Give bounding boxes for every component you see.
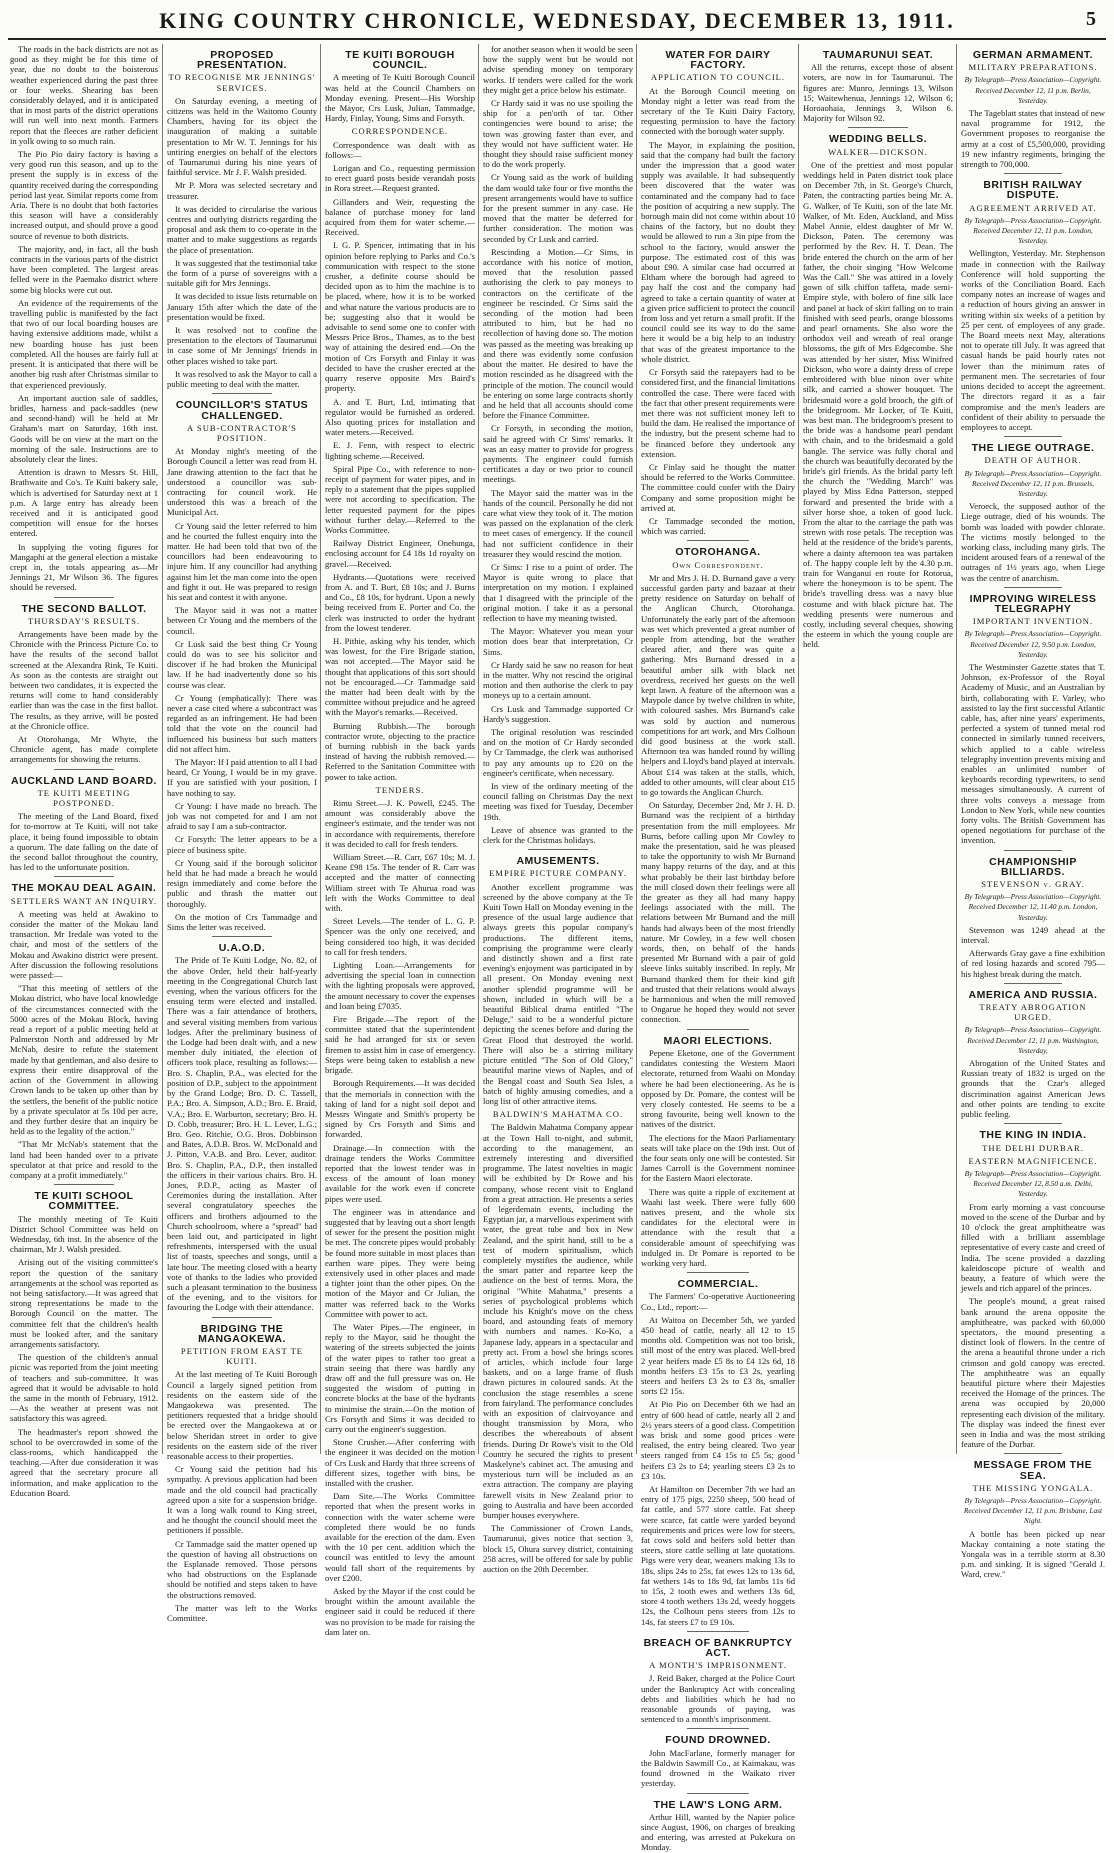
article-paragraph: Dam Site.—The Works Committee reported that when the present works in connection with the water scheme were completed there would be no funds available for the erection of the dam. Even with the 10 per cent. addition which the council was entitled to levy the amount would fall short of the requirements by over £200.	[325, 1491, 475, 1583]
article-paragraph: Burning Rubbish.—The borough contractor wrote, objecting to the practice of burning rubbish in the back yards instead of having the rubbish removed.—Referred to the Sanitation Committee with power to take action.	[325, 720, 475, 782]
article-paragraph: The Mayor: Whatever you mean your motion does bear that interpretation, Cr Sims.	[483, 626, 633, 657]
article-paragraph: The Westminster Gazette states that T. Johnson, ex-Professor of the Royal Academy of Music, and an Australian by birth, collaborating with F. Varley, who assisted to lay the first successful Atlantic cable, has, after nine years' experiments, perfected a system of tunned metal rod connected in similarly tunned receivers, which applied to a cable wireless telegraphy invention prevents mixing and enables an unlimited number of keyboards recording typewriters, to send messages simultaneously. A current of three volts conveys a message from London to New York, while new counties forty volts. The British Government has opened negotiations for purchase of the invention.	[961, 661, 1105, 846]
article-headline: CHAMPIONSHIP BILLIARDS.	[989, 855, 1077, 878]
article-paragraph: William Street.—R. Carr, £67 10s; M. J. Keane £98 15s. The tender of R. Carr was accepted and the matter of connecting William street with Te Ahurua road was left with the Works Committee to deal with.	[325, 852, 475, 914]
article-paragraph: On Saturday evening, a meeting of citizens was held in the Waitomo County Chambers, having for its object the inauguration of making a suitable presentation to Mr W. T. Jennings for his untiring energies on behalf of the electors of Taumarunui during his nine years of faithful service. Mr J. F. Walsh presided.	[167, 95, 317, 178]
article-subheading: THURSDAY'S RESULTS.	[27, 615, 141, 626]
article-paragraph: The majority, and, in fact, all the bush contracts in the various parts of the district have been completed. The largest areas felled were in the Paemako district where some big blocks were cut out.	[10, 243, 158, 295]
article-paragraph: The Pride of Te Kuiti Lodge, No. 82, of the above Order, held their half-yearly meeting in the Congregational Church last evening, when the various officers for the ensuing term were elected and installed. There was a fair attendance of brothers, and several visiting members from various lodges. After the preliminary business of the Lodge had been dealt with, and a new member duly initiated, the election of officers took place, resulting as follows:—Bro. S. Chaplin, P.A., was elected for the position of D.P., subject to the appointment by the Grand Lodge; Bro. D. C. Tassell, P.A.; Bro. A. Simpson, A.D.; Bro. E. Braid, V.A.; Bro. E. Warburton, secretary; Bro. H. D. Cobb, treasurer; Bro. H. L. Lever, L.G.; Bro. Geo. Ritchie, O.G. Bros. Dobbinson and Bates, A.D.B. Bros. W. McDonald and J. Pitton, V.A.B. and Bro. Lever, auditor. Bro. S. Chaplin, P.A., D.P., then installed the officers in their various chairs. Bro. H. Jones, P.D.P., acting as Master of Ceremonies during the installation. After several congratulatory speeches the officers and brothers adjourned to the Church schoolroom, where a "spread" had been laid out, and participated in light refreshments, interspersed with the usual list of toasts, speeches and songs, until a late hour. The meeting closed with a hearty vote of thanks to the ladies who provided such a pleasant termination to the business of the evening, and to the visitors for favouring the Lodge with their attendance.	[167, 955, 317, 1313]
article-paragraph: Cr Forsyth: The letter appears to be a piece of business spite.	[167, 834, 317, 855]
article-paragraph: "That this meeting of settlers of the Mokau district, who have local knowledge of the circumstances connected with the 5000 acres of the Mokau Block, having read a report of a public meeting held at Palmerston North and addressed by Mr McNab, desire to refute the statement made by that gentleman, and also desire to express their entire disapproval of the action of the Government in allowing Crown lands to be taken up other than by the settlers, the benefit of the public notice by a private speculator at 5s 10d per acre, and they further desire that an inquiry be held as to the legality of the action."	[10, 983, 158, 1137]
article-headline: MAORI ELECTIONS.	[663, 1034, 773, 1047]
headline-rule	[1004, 850, 1062, 851]
column-6	[798, 44, 957, 1454]
article-headline: AMUSEMENTS.	[516, 855, 600, 868]
article-subheading: SETTLERS WANT AN INQUIRY.	[10, 895, 158, 906]
article-subheading: IMPORTANT INVENTION.	[972, 616, 1094, 627]
article-paragraph: Drainage.—In connection with the drainage tenders the Works Committee reported that the lowest tender was in excess of the amount of loan money available for the work even if concrete pipes were used.	[325, 1142, 475, 1204]
article-headline: WATER FOR DAIRY FACTORY.	[665, 49, 771, 72]
telegraph-dateline: By Telegraph—Press Association—Copyright. Received December 12, 11.40 p.m. London, Yesterday.	[964, 892, 1102, 922]
column-5	[636, 44, 799, 1853]
article-paragraph: Afterwards Gray gave a fine exhibition of red losing hazards and scored 795—his highest break during the match.	[961, 948, 1105, 979]
article-paragraph: Gillanders and Weir, requesting the balance of purchase money for land acquired from them for water scheme.—Received.	[325, 196, 475, 238]
article-paragraph: A meeting of Te Kuiti Borough Council was held at the Council Chambers on Monday evening. Present—His Worship the Mayor, Crs Lusk, Julian, Tammadge, Hardy, Finlay, Young, Sims and Forsyth.	[325, 72, 475, 124]
article-paragraph: H. Pithie, asking why his tender, which was lowest, for the Fire Brigade station, was not accepted.—The Mayor said he thought that applications of this sort should not be encouraged.—Cr Tammadge said the matter had been dealt with by the committee without prejudice and he agreed with the Mayor's remarks.—Received.	[325, 635, 475, 718]
article-paragraph: Street Levels.—The tender of L. G. P. Spencer was the only one received, and being considered too high, it was decided to call for fresh tenders.	[325, 916, 475, 957]
article-headline: AMERICA AND RUSSIA.	[968, 988, 1098, 1001]
article-paragraph: Cr Sims: I rise to a point of order. The Mayor is quite wrong to place that interpretation on my motion. I explained that I disagreed with the principle of the original motion. I take it as a personal reflection to have my meaning twisted.	[483, 561, 633, 623]
article-paragraph: Cr Lusk said the best thing Cr Young could do was to see his solicitor and discover if he had broken the Municipal law. If he had inadvertently done so his course was clear.	[167, 638, 317, 690]
article-paragraph: The Mayor said the matter was in the hands of the council. Personally he did not care what view they took of it. The motion was passed on the explanation of the clerk to meet cases of emergency. If the council had not sufficient confidence in their treasurer they would rescind the motion.	[483, 487, 633, 559]
article-headline: COMMERCIAL.	[677, 1278, 759, 1291]
article-paragraph: On Saturday, December 2nd, Mr J. H. D. Burnand was the recipient of a birthday presentation from the mill employees. Mr Burns, before calling upon Mr Cowley to make the presentation, said he was pleased to take the opportunity to wish Mr Burnand many happy returns of the day, and at this what probably be their last birthday before the mill closed down their feelings were all the greater as they all had many happy feelings associated with the mill. The relations between Mr Burnand and the mill hands had always been of the most friendly nature. Mr Cowley, in a few well chosen words, then, on behalf of the hands presented Mr Burnand with a pair of gold sleeve links suitably inscribed. In reply, Mr Burnand thanked them for their kind gift and trusted that their relations would always be harmonious and when the mill removed to Ongarue he hoped they would not sever connection.	[641, 800, 795, 1025]
article-paragraph: Spiral Pipe Co., with reference to non-receipt of payment for water pipes, and in reply to a statement that the pipes supplied were not according to specification. The letter requested payment for the pipes without further delay.—Referred to the Works Committee.	[325, 463, 475, 535]
article-paragraph: Hydrants.—Quotations were received from A. and T. Burt, £8 10s; and J. Burns and Co., £8 10s, for hydrant. Upon a newly being received from E. Porter and Co. the clerk was instructed to order the hydrant from the lowest tenderer.	[325, 571, 475, 633]
article-paragraph: Borough Requirements.—It was decided that the memorials in connection with the taking of land for a night soil depot and Messrs Wingate and Smith's property be signed by Crs Forsyth and Sims and forwarded.	[325, 1078, 475, 1140]
headline-rule	[1004, 587, 1062, 588]
article-paragraph: It was suggested that the testimonial take the form of a purse of sovereigns with a suitable gift for Mrs Jennings.	[167, 257, 317, 289]
article-paragraph: Rescinding a Motion.—Cr Sims, in accordance with his notice of motion, moved that the resolution passed authorising the clerk to pay moneys to contractors on the certificate of the engineer be rescinded. Cr Sims said the seconding of the motion had been attributed to him, but he had no recollection of having done so. The motion was passed as the meeting was breaking up and there was evidently some confusion about the matter. He desired to have the motion rescinded as he disagreed with the principle of the motion. The council would be entering on some large contracts shortly and he held that all accounts should come before the Finance Committee.	[483, 246, 633, 421]
article-subheading: TO RECOGNISE MR JENNINGS' SERVICES.	[168, 72, 316, 93]
headline-rule	[212, 1317, 272, 1318]
article-paragraph: Lorigan and Co., requesting permission to erect guard posts beside verandah posts in Rora street.—Request granted.	[325, 163, 475, 194]
article-paragraph: Arising out of the visiting committee's report the question of the sanitary arrangements at the school was reported as not being satisfactory.—It was agreed that strong representations be made to the Borough Council on the matter. The committee felt that the children's health must be looked after, and the sanitary arrangements satisfactory.	[10, 1257, 158, 1349]
headline-rule	[687, 1029, 749, 1030]
article-paragraph: Cr Young said the petition had his sympathy. A previous application had been made and the old council had practically agreed upon a site for a suspension bridge. It was a long walk round to King street, and he thought the council should meet the petitioners if possible.	[167, 1464, 317, 1536]
article-subheading: TE KUITI MEETING POSTPONED.	[37, 787, 131, 809]
article-paragraph: The Baldwin Mahatma Company appear at the Town Hall to-night, and submit, according to the management, an extremely interesting and diversified programme. The latest novelties in magic will be exhibited by Dr Rowe and his company, whose recent visit to England from a great attraction. He presents a series of legerdemain events, including the Egyptian jar, a marvellous experiment with water, the great tube and box in New Zealand, and the spirit hand, still to be a test of modern spiritualism, which completely mystifies the audience, while the smart patter and repartee keep the audience on the best of terms. Mora, the original "White Mahatma," presents a series of psychological problems which include his Knight's move on the chess board, and astounding feats of memory with numbers and names. Ko-Ko, a Japanese lady, appears in a spectacular and pretty act. From a bowl she brings scores of articles, which include four large baskets, and on a large frame of flush drawn pictures in coloured sands. At the conclusion the stage resembles a scene from fairyland. The performance concludes with an exposition of clairvoyance and thought transmission by Mora, who describes the whereabouts of absent friends. During Dr Rowe's visit to the Old Country he secured the rights to present Maskelyne's cabinet act. The amusing and mysterious turn will be included as an extra attraction. The company are playing farewell visits in New Zealand prior to going to Australia and have been accorded bumper houses everywhere.	[483, 1122, 633, 1521]
article-paragraph: Railway District Engineer, Onehunga, enclosing account for £4 18s 1d royalty on gravel.—Received.	[325, 538, 475, 569]
column-3	[320, 44, 479, 1637]
article-paragraph: From early morning a vast concourse moved to the scene of the Durbar and by 10 o'clock the great amphitheatre was filled with a brilliant assemblage representative of every caste and creed of India. The scene provided a dazzling kaleidoscope picture of wealth and beauty, a feature of which were the jewels and rich apparel of the princes.	[961, 1201, 1105, 1294]
page-number: 5	[1086, 8, 1096, 30]
article-paragraph: An important auction sale of saddles, bridles, harness and pack-saddles (new and second-hand) will be held at Mr Graham's mart on Saturday, 16th inst. Goods will be on view at the mart on the morning of the sale. Instructions are to absolutely clear the lines.	[10, 392, 158, 464]
article-paragraph: The matter was left to the Works Committee.	[167, 1602, 317, 1624]
article-paragraph: Stone Crusher.—After conferring with the engineer it was decided on the motion of Crs Lusk and Hardy that three screens of different sizes, together with bins, be installed with the crusher.	[325, 1437, 475, 1489]
article-subheading: AGREEMENT ARRIVED AT.	[969, 202, 1097, 213]
article-paragraph: Mr and Mrs J. H. D. Burnand gave a very successful garden party and bazaar at their pretty residence on Saturday on behalf of the Anglican Church, Otorohanga. Unfortunately the early part of the afternoon was wet which prevented a great number of people from attending, but the weather cleared after, and there was quite a gathering. Mrs Burnand dressed in a beautiful amber silk with black net overdress, received her guests on the well kept lawn. A feature of the afternoon was a Maypole dance by twelve children in white, with coloured sashes. Mrs Burnand's cake was sold by auction and numerous competitions for art work, and Mrs Colhoun did good business at the work stall. Afternoon tea was handed round by willing helpers and Lloyd's band played at intervals. About £14 was taken at the stalls, which, added to other amounts, will clear about £15 to go towards the Anglican Church.	[641, 572, 795, 798]
headline-rule	[54, 1184, 113, 1185]
telegraph-dateline: By Telegraph—Press Association—Copyright. Received December 12, 9.50 p.m. London, Yesterday.	[964, 629, 1102, 659]
article-headline: U.A.O.D.	[218, 942, 266, 955]
article-headline: BREACH OF BANKRUPTCY ACT.	[643, 1636, 793, 1660]
telegraph-dateline: By Telegraph—Press Association—Copyright. Received December 12, 8.50 a.m. Delhi, Yesterday.	[964, 1168, 1102, 1199]
headline-rule	[687, 1728, 749, 1729]
article-paragraph: Mr P. Mora was selected secretary and treasurer.	[167, 180, 317, 201]
article-paragraph: E. J. Fenn, with respect to electric lighting scheme.—Received.	[325, 440, 475, 461]
article-paragraph: At Pio Pio on December 6th we had an entry of 600 head of cattle, nearly all 2 and 2½ years steers of a good class. Competition was brisk and some good prices were realised, the entry being cleared. Two year steers ranged from £4 15s to £5 5s; good heifers £3 2s to £4; yearling steers £3 2s to £3 10s.	[641, 1399, 795, 1481]
article-paragraph: The Mayor said it was not a matter between Cr Young and the members of the council.	[167, 605, 317, 636]
article-paragraph: Rimu Street.—J. K. Powell, £245. The amount was considerably above the engineer's estimate, and the tender was not in accordance with requirements, therefore it was decided to call for fresh tenders.	[325, 798, 475, 849]
article-paragraph: It was resolved to ask the Mayor to call a public meeting to deal with the matter.	[167, 368, 317, 390]
column-1	[6, 44, 162, 1498]
article-paragraph: A meeting was held at Awakino to consider the matter of the Mokau land transaction. Mr Iredale was voted to the chair, and most of the settlers of the Mokau and Awakino district were present. After discussion the following resolutions were passed:—	[10, 908, 158, 981]
article-subheading: EMPIRE PICTURE COMPANY.	[489, 868, 627, 879]
article-paragraph: Veroeck, the supposed author of the Liege outrage, died of his wounds. The bomb was loaded with powder chlorate. The victims mostly belonged to the working class, including many girls. The incident aroused fears of a renewal of the outrages of 1½ years ago, when Liege was the centre of anarchism.	[961, 501, 1105, 583]
headline-rule	[1004, 1123, 1062, 1124]
article-paragraph: Cr Tammadge seconded the motion, which was carried.	[641, 515, 795, 537]
article-paragraph: On the motion of Crs Tammadge and Sims the letter was received.	[167, 911, 317, 933]
article-paragraph: Cr Young (emphatically): There was never a case cited where a subcontract was regarded as an infringement. He had been told that the vote on the council had influenced his business but such matters did not affect him.	[167, 692, 317, 754]
telegraph-dateline: By Telegraph—Press Association—Copyright. Received December 12, 11 p.m. Berlin, Yesterday.	[964, 75, 1102, 105]
article-headline: GERMAN ARMAMENT.	[972, 49, 1094, 61]
page-title: KING COUNTRY CHRONICLE, WEDNESDAY, DECEMBER 13, 1911.	[159, 8, 955, 33]
telegraph-dateline: By Telegraph—Press Association—Copyright. Received December 12, 11 p.m. Brisbane, Last Night.	[963, 1496, 1103, 1526]
article-paragraph: Leave of absence was granted to the clerk for the Christmas holidays.	[483, 824, 633, 846]
masthead-rule	[8, 38, 1106, 40]
article-paragraph: Fire Brigade.—The report of the committee stated that the superintendent said he had arranged for six or seven firemen to assist him in case of emergency. Steps were being taken to establish a new brigade.	[325, 1014, 475, 1076]
article-paragraph: The Mayor: If I paid attention to all I had heard, Cr Young, I would be in my grave. If you are satisfied with your position, I have nothing to say.	[167, 757, 317, 798]
article-paragraph: Crs Lusk and Tammadge supported Cr Hardy's suggestion.	[483, 703, 633, 724]
article-paragraph: The Pio Pio dairy factory is having a very good run this season, and up to the present the supply is in excess of the quantity received during the corresponding period last year. Similar reports come from Aria. There is no doubt that both factories this season will have a considerably increased output, and should prove a good source of revenue to both districts.	[10, 149, 158, 241]
article-paragraph: The original resolution was rescinded and on the motion of Cr Hardy seconded by Cr Tammadge, the clerk was authorised to pay any amounts up to £20 on the engineer's certificate, when necessary.	[483, 727, 633, 778]
article-paragraph: Arthur Hill, wanted by the Napier police since August, 1906, on charges of breaking and entering, was arrested at Pukekura on Monday.	[641, 1811, 795, 1853]
article-headline: THE MOKAU DEAL AGAIN.	[11, 882, 157, 895]
article-subheading: STEVENSON v. GRAY.	[981, 879, 1085, 890]
article-headline: FOUND DROWNED.	[665, 1734, 771, 1747]
article-headline: WEDDING BELLS.	[829, 133, 927, 146]
headline-rule	[212, 393, 272, 394]
article-paragraph: I. G. P. Spencer, intimating that in his opinion before replying to Parks and Co.'s communication with respect to the stone crusher, a definite course should be decided upon as to him the machine is to be placed, where, how it is to be worked and what nature the various products are to be; suggesting also that it would be advisable to send some one to confer with Messrs Price Bros., Thames, as to the best way of attaining the desired end.—On the motion of Crs Forsyth and Finlay it was decided to have the crusher erected at the quarry reserve opposite Mrs Baird's property.	[325, 240, 475, 394]
article-paragraph: It was resolved not to confine the presentation to the electors of Taumarunui in case some of Mr Jennings' friends in other places wished to take part.	[167, 325, 317, 366]
article-paragraph: Cr Forsyth said the ratepayers had to be considered first, and the financial limitations controlled the case. There were faced with the fact that other present requirements were met there was not sufficient money left to build the dam. He realised the importance of the industry, but the present scheme had to be financed before they undertook any extension.	[641, 367, 795, 459]
article-subheading: DEATH OF AUTHOR.	[984, 455, 1082, 466]
telegraph-dateline: By Telegraph—Press Association—Copyright. Received December 12, 11 p.m. Brussels, Yesterday.	[964, 468, 1102, 498]
article-paragraph: "That Mr McNab's statement that the land had been handed over to a private speculator at that price and resold to the company at a profit immediately."	[10, 1139, 158, 1180]
article-paragraph: Arrangements have been made by the Chronicle with the Princess Picture Co. to have the results of the second ballot screened at the Alexandra Rink, Te Kuiti. As soon as the contests are straight out between two candidates, it is expected the returns will come to hand considerably earlier than was the case in the first ballot. The results, as they arrive, will be posted at the Chronicle office.	[10, 628, 158, 731]
article-paragraph: The monthly meeting of Te Kuiti District School Committee was held on Wednesday, 6th inst. In the absence of the chairman, Mr J. Walsh presided.	[10, 1213, 158, 1255]
article-paragraph: Wellington, Yesterday. Mr. Stephenson made in connection with the Railway Conference will hold supporting the works of the Conciliation Board. Each company notes an increase of wages and a reduction of hours giving an answer in writing within six weeks of a petition by 25 per cent. of employees of any grade. The Board meets next May, alterations not to operate till July. It was agreed that casual hands be paid hourly rates not lower than the minimum rates of permanent men. The secretaries of four unions decided to accept the agreement. The directors regard it as a fair compromise and the men's leaders are confident of their ability to persuade the employees to accept.	[961, 248, 1105, 432]
article-paragraph: At the last meeting of Te Kuiti Borough Council a largely signed petition from residents on the eastern side of the Mangaokewa was presented. The petitioners requested that a bridge should be erected over the Mangaokewa at or below Sheridan street in order to give residents on the eastern side of the river reasonable access to their properties.	[167, 1369, 317, 1461]
article-paragraph: An evidence of the requirements of the travelling public is manifested by the fact that two of our local boarding houses are having extensive additions made, whilst a new boarding house has just been completed. All the houses are fairly full at present. It is anticipated that there will be another big rush after Christmas similar to that experienced previously.	[10, 297, 158, 390]
article-subheading: WALKER—DICKSON.	[828, 146, 928, 157]
article-paragraph: Cr Tammadge said the matter opened up the question of having all obstructions on the Esplanade removed. Those persons who had obstructions on the Esplanade should be notified and steps taken to have the obstructions removed.	[167, 1538, 317, 1600]
article-subheading: TENDERS.	[375, 784, 425, 795]
article-paragraph: A. and T. Burt, Ltd, intimating that regulator would be furnished as ordered. Also quoting prices for installation and water meters.—Received.	[325, 396, 475, 438]
masthead	[0, 8, 1114, 36]
headline-rule	[687, 1272, 749, 1273]
column-7	[956, 44, 1109, 1580]
article-paragraph: In view of the ordinary meeting of the council falling on Christmas Day the next meeting was fixed for Tuesday, December 19th.	[483, 781, 633, 822]
article-paragraph: for another season when it would be seen how the supply went but he would not advise spending money on temporary works. If tenders were called for the work they might get a price below his estimate.	[483, 44, 633, 95]
article-subheading: A MONTH'S IMPRISONMENT.	[649, 1660, 787, 1671]
article-headline: THE LIEGE OUTRAGE.	[971, 442, 1095, 455]
article-paragraph: Cr Finlay said he thought the matter should be referred to the Works Committee. The committee could confer with the Dairy Company and some proposition might be arrived at.	[641, 461, 795, 513]
article-paragraph: Cr Hardy said he saw no reason for heat in the matter. Why not rescind the original motion and then authorise the clerk to pay moneys up to a certain amount.	[483, 659, 633, 701]
article-headline: THE LAW'S LONG ARM.	[653, 1798, 783, 1811]
article-paragraph: At Waitoa on December 5th, we yarded 450 head of cattle, nearly all 12 to 15 months old. Competition was not too brisk, still most of the entry was placed. Well-bred 2 year heifers made £5 8s to £4 12s 6d, 18 months heifers £3 15s to £3 2s, yearling steers and heifers £3 2s to £3 8s, smaller sorts £2 15s.	[641, 1314, 795, 1397]
article-paragraph: The Commissioner of Crown Lands, Taumarunui, gives notice that section 3, block 15, Ohura survey district, containing 258 acres, will be offered for sale by public auction on the 20th December.	[483, 1523, 633, 1575]
article-subheading: BALDWIN'S MAHATMA CO.	[492, 1109, 624, 1120]
article-paragraph: Pepene Eketone, one of the Government candidates contesting the Western Maori electorate, returned from Waahi on Monday where he had been electioneering. As he is opposed by Dr. Pomare, the contest will be very closely contested. He seems to be a strong favourite, being well known to the natives of the district.	[641, 1047, 795, 1130]
column-2	[162, 44, 321, 1624]
article-paragraph: Abrogation of the United States and Russian treaty of 1832 is urged on the grounds that the Czar's alleged discrimination against American Jews and other points are tending to excite public feeling.	[961, 1058, 1105, 1120]
article-paragraph: One of the prettiest and most popular weddings held in Paten district took place on December 7th, in St. George's Church, Paten, the contracting parties being Mr. A. G. Walker, of Te Kuiti, son of the late Mr. Walker, of Mt. Eden, Auckland, and Miss Mabel Annie, eldest daughter of Mr W. Dickson, Paten. The ceremony was performed by the Rev. H. T. Dean. The bride entered the church on the arm of her father, the choir singing "How Welcome Was the Call." She was attired in a lovely gown of silk chiffon taffeta, made semi-Empire style, with bolero of fine silk lace and panel at back of skirt falling on to train finished with seed pearls, orange blossoms and pearl ornaments. She also wore the orthodox veil and wreath of real orange blossoms, the gift of Mrs Edgecombe. She was attended by her sister, Miss Winifred Dickson, who wore a dainty dress of crepe embroidered with blue ninon over white silk, and carried a shower bouquet. The bridesmaid wore a gold brooch, the gift of the bridegroom. Mr Locker, of Te Kuiti, was best man. The bridegroom's present to the bride was a handsome pearl pendant with chain, and to the bridesmaid a gold bangle. The service was fully choral and the church was beautifully decorated by the bride's girl friends. As the bridal party left the church the "Wedding March" was played by Miss Edna Patterson, stepped forward and presented the bride with a silver horse shoe, a token of good luck. From the altar to the carriage the path was strewn with rose petals. The reception was held at the residence of the bride's parents, where a dainty afternoon tea was partaken of. The happy couple left by the 4.30 p.m. train for Wanganui en route for Rotorua, where the honeymoon is to be spent. The bride's travelling dress was a navy blue costume and with black picture hat. The wedding presents were numerous and costly, including several cheques, showing the esteem in which the young couple are held.	[803, 159, 953, 650]
article-headline: COUNCILLOR'S STATUS CHALLENGED.	[175, 399, 309, 422]
article-paragraph: In supplying the voting figures for Mangaphi at the general election a mistake crept in, the totals appearing as—Mr Jennings 21, Mr Wilson 36. The figures should be reversed.	[10, 541, 158, 593]
article-paragraph: Cr Young said as the work of building the dam would take four or five months the present arrangements would have to suffice for the present summer in any case. He moved that the matter be deferred for further consideration. The motion was seconded by Cr Lusk and carried.	[483, 172, 633, 244]
article-paragraph: A bottle has been picked up near Mackay containing a note stating the Yongala was in a terrible storm at 8.30 p.m. and sinking. It is signed "Gerald J. Ward, crew."	[961, 1528, 1105, 1580]
article-paragraph: Cr Young: I have made no breach. The job was not competed for and I am not afraid to say I am a sub-contractor.	[167, 800, 317, 832]
article-paragraph: There was quite a ripple of excitement at Waahi last week. There were fully 600 natives present, and the whole six candidates for the electoral were in attendance with the result that a considerable amount of speechifying was indulged in. Dr Pomare is reported to be working very hard.	[641, 1186, 795, 1268]
article-paragraph: All the returns, except those of absent voters, are now in for Taumarunui. The figures are: Munro, Jennings 13, Wilson 15; Waitewhenua, Jennings 12, Wilson 6; Horoaohaia, Jennings 3, Wilson 6. Majority for Wilson 92.	[803, 62, 953, 124]
article-headline: OTOROHANGA.	[675, 546, 761, 559]
article-paragraph: At Otorohanga, Mr Whyte, the Chronicle agent, has made complete arrangements for showing the returns.	[10, 734, 158, 765]
article-subheading: EASTERN MAGNIFICENCE.	[968, 1155, 1098, 1166]
article-headline: BRITISH RAILWAY DISPUTE.	[983, 179, 1083, 202]
article-paragraph: The headmaster's report showed the school to be overcrowded in some of the class-rooms, which handicapped the teaching.—After due consideration it was agreed that the secretary procure all information, and make application to the Education Board.	[10, 1426, 158, 1498]
article-paragraph: At Hamilton on December 7th we had an entry of 175 pigs, 2250 sheep, 500 head of fat cattle, and 577 store cattle. Fat sheep were scarce, fat cattle were yarded beyond requirements and prices were low for steers, fat cows sold and heifers sold better than steers, store cattle selling at late quotations. Pigs were very dear, weaners making 13s to 18s, slips 24s to 25s, fat ewes 12s to 13s 6d, fat wethers 14s to 18s 9d, fat lambs 11s 6d to 15s, 2 tooth ewes and wethers 13s 6d, store 4 tooth wethers 13s 2d, weedy hoggets 12s, the Colhoun pens steers from 12s to 14s, fat steers £7 to £9 10s.	[641, 1484, 795, 1627]
article-headline: AUCKLAND LAND BOARD.	[11, 774, 157, 787]
headline-rule	[212, 936, 272, 937]
article-paragraph: Cr Forsyth, in seconding the motion, said he agreed with Cr Sims' remarks. It was an easy matter to provide for progress payments. The engineer could furnish certificates a day or two prior to council meetings.	[483, 423, 633, 485]
article-headline: BRIDGING THE MANGAOKEWA.	[198, 1322, 286, 1345]
article-subheading: PETITION FROM EAST TE KUITI.	[180, 1345, 304, 1367]
article-headline: TAUMARUNUI SEAT.	[822, 49, 934, 61]
article-paragraph: Cr Hardy said it was no use spoiling the ship for a pen'orth of tar. Other contingencies were bound to arise; the town was growing faster than ever, and they would not have sufficient water. He thought they should raise sufficient money to do the work properly.	[483, 98, 633, 170]
article-headline: IMPROVING WIRELESS TELEGRAPHY	[969, 592, 1097, 615]
telegraph-dateline: By Telegraph—Press Association—Copyright. Received December 12, 11 p.m. London, Yesterday.	[964, 215, 1102, 246]
headline-rule	[687, 1631, 749, 1632]
headline-rule	[528, 849, 588, 850]
article-paragraph: Stevenson was 1249 ahead at the interval.	[961, 924, 1105, 946]
article-paragraph: At Monday night's meeting of the Borough Council a letter was read from H. Jane drawing attention to the fact that he understood a councillor was sub-contracting for council work. He understood this was a breach of the Municipal Act.	[167, 446, 317, 518]
article-headline: THE KING IN INDIA.	[979, 1129, 1087, 1142]
article-paragraph: At the Borough Council meeting on Monday night a letter was read from the secretary of the Te Kuiti Dairy Factory, requesting permission to have the factory connected with the borough water supply.	[641, 85, 795, 137]
headline-rule	[54, 876, 113, 877]
article-paragraph: Asked by the Mayor if the cost could be brought within the amount available the engineer said it could be reduced if there was no provision to be made for raising the dam later on.	[325, 1586, 475, 1637]
article-paragraph: The elections for the Maori Parliamentary seats will take place on the 19th inst. Out of the four seats only one will be contested. Sir James Carroll is the Government nominee for the Eastern Maori electorate.	[641, 1132, 795, 1184]
article-subheading: THE MISSING YONGALA.	[972, 1482, 1094, 1493]
headline-rule	[1004, 1453, 1062, 1454]
article-paragraph: Cr Young said the letter referred to him and he courted the fullest enquiry into the matter. He had been told that two of the councillors had been endeavouring to injure him. If any councillor had anything against him let the man come into the open and fight it out. He was prepared to resign his seat and contest it with anyone.	[167, 520, 317, 602]
article-paragraph: The Tageblatt states that instead of new naval programme for 1912, the Government proposes to reorganise the army at a cost of £5,500,000, providing 19 new infantry regiments, bringing the strength to 700,000.	[961, 108, 1105, 170]
article-subheading: A SUB-CONTRACTOR'S POSITION.	[187, 422, 297, 443]
article-paragraph: The engineer was in attendance and suggested that by leaving out a short length of sewer for the present the position might be met. The concrete pipes would probably be found more suitable in most places than earthen ware pipes. They were being extensively used in other places and made a tighter joint than the other pipes. On the motion of the Mayor and Cr Julian, the matter was referred back to the Works Committee with power to act.	[325, 1206, 475, 1319]
article-paragraph: The Mayor, in explaining the position, said that the company had built the factory under the impression that a good water supply was available. It had subsequently been discovered that the water was contaminated and the company had to face the position of acquiring a new supply. The borough main did not come within about 10 chains of the factory, but no doubt they would be allowed to run a 3in pipe from the school to the factory, would answer the purpose. The estimated cost of this was about £90. A similar case had occurred at Eltham where the borough had agreed to pay half the cost and the company had agreed to take a certain quantity of water at a given price sufficient to protect the council from loss and yet return a small profit. If the council could see its way to do the same here it would be a big help to an industry that was of the greatest importance to the whole district.	[641, 139, 795, 364]
headline-rule	[1004, 436, 1062, 437]
article-paragraph: The question of the children's annual picnic was reported from the joint meeting of teachers and sub-committee. It was agreed that it would be advisable to hold the same in the month of February, 1912.—As the weather at present was not satisfactory this was agreed.	[10, 1352, 158, 1424]
headline-rule	[687, 1793, 749, 1794]
article-paragraph: The people's mound, a great raised bank around the arena opposite the amphitheatre, was packed with 60,000 spectators, the mound presenting a distinct look of flowers. In the centre of the arena a beautiful throne under a rich crimson and gold canopy was erected. The amphitheatre was an equally beautiful picture where their Majesties received the Homage of the princes. The arena was occupied by 20,000 representing each division of the military. The display was indeed the finest ever seen in India and was the most striking feature of the Durbar.	[961, 1296, 1105, 1450]
headline-rule	[54, 769, 113, 770]
article-paragraph: The roads in the back districts are not as good as they might be for this time of year, due no doubt to the boisterous weather experienced during the past three or four weeks. Shearing has been considerably delayed, and it is anticipated that in most parts of the district operations will run well into next month. Farmers report that the fleeces are rather deficient in yolk owing to so much rain.	[10, 44, 158, 146]
article-headline: THE SECOND BALLOT.	[21, 602, 147, 615]
article-subheading: Own Correspondent.	[672, 559, 764, 570]
article-subheading: APPLICATION TO COUNCIL.	[650, 72, 786, 83]
article-headline: MESSAGE FROM THE SEA.	[973, 1459, 1093, 1482]
article-paragraph: Cr Young said if the borough solicitor held that he had made a breach he would resign immediately and come before the public and thrash the matter out thoroughly.	[167, 857, 317, 909]
article-paragraph: It was decided to circularise the various centres and outlying districts regarding the proposal and ask them to co-operate in the matter and to make suggestions as regards the place of presentation.	[167, 203, 317, 255]
article-subheading: THE DELHI DURBAR.	[982, 1142, 1084, 1153]
article-paragraph: Another excellent programme was screened by the above company at the Te Kuiti Town Hall on Monday evening in the presence of the usual large audience that always greets this popular company's productions. The different items, comprising the programme were clearly and distinctly shown and a first rate evening's enjoyment was participated in by all present. On Monday evening next another splendid programme will be shown, included in which will be a beautiful Biblical drama entitled "The Deluge," said to be a wonderful picture depicting the scenes before and during the Great Flood that destroyed the world. There will also be a stirring military picture entitled "The Son of Old Glory," beautiful marine views of Naples, and of the Bengal coast and South Sea Isles, a batch of highly amusing comedies, and a long list of other attractive items.	[483, 881, 633, 1106]
article-subheading: TREATY ABROGATION URGED.	[979, 1002, 1087, 1023]
headline-rule	[1004, 173, 1062, 174]
article-subheading: MILITARY PREPARATIONS.	[968, 62, 1098, 73]
telegraph-dateline: By Telegraph—Press Association—Copyright. Received December 12, 11 p.m. Washington, Yesterday.	[964, 1025, 1102, 1055]
article-paragraph: John MacFarlane, formerly manager for the Baldwin Sawmill Co., at Kaimakau, was found drowned in the Waikato river yesterday.	[641, 1747, 795, 1789]
article-paragraph: The Water Pipes.—The engineer, in reply to the Mayor, said he thought the watering of the streets subjected the joints of the water pipes to rather too great a strain seeing that there was hardly any draw off and the full pressure was on. He suggested the wisdom of putting in concrete blocks at the base of the hydrants to minimise the strain.—On the motion of Crs Forsyth and Sims it was decided to carry out the engineer's suggestion.	[325, 1321, 475, 1434]
article-paragraph: Lighting Loan.—Arrangements for advertising the special loan in connection with the lighting proposals were approved, the amount necessary to cover the expenses and loan being £7035.	[325, 960, 475, 1011]
article-paragraph: The Farmers' Co-operative Auctioneering Co., Ltd., report:—	[641, 1291, 795, 1312]
article-paragraph: Attention is drawn to Messrs St. Hill, Brathwaite and Co's. Te Kuiti bakery sale, which is advertised for Saturday next at 1 p.m. A large entry has already been received and it is anticipated good competition will ensue for the horses entered.	[10, 467, 158, 539]
article-paragraph: The meeting of the Land Board, fixed for to-morrow at Te Kuiti, will not take place, it being found impossible to obtain a quorum. The date falling on the date of the second ballot throughout the country, has led to the unfortunate position.	[10, 811, 158, 873]
article-headline: TE KUITI SCHOOL COMMITTEE.	[34, 1190, 134, 1213]
headline-rule	[687, 540, 749, 541]
article-headline: TE KUITI BOROUGH COUNCIL.	[345, 49, 455, 72]
column-4	[478, 44, 637, 1575]
headline-rule	[54, 597, 113, 598]
article-subheading: CORRESPONDENCE.	[351, 126, 449, 137]
headline-rule	[1004, 983, 1062, 984]
article-paragraph: Correspondence was dealt with as follows:—	[325, 139, 475, 160]
headline-rule	[848, 127, 908, 128]
article-paragraph: It was decided to issue lists returnable on January 15th after which the date of the presentation would be fixed.	[167, 291, 317, 322]
article-paragraph: J. Reid Baker, charged at the Police Court under the Bankruptcy Act with concealing debts and liabilities which he had no reasonable grounds of paying, was sentenced to a month's imprisonment.	[641, 1673, 795, 1725]
article-headline: PROPOSED PRESENTATION.	[196, 49, 288, 72]
